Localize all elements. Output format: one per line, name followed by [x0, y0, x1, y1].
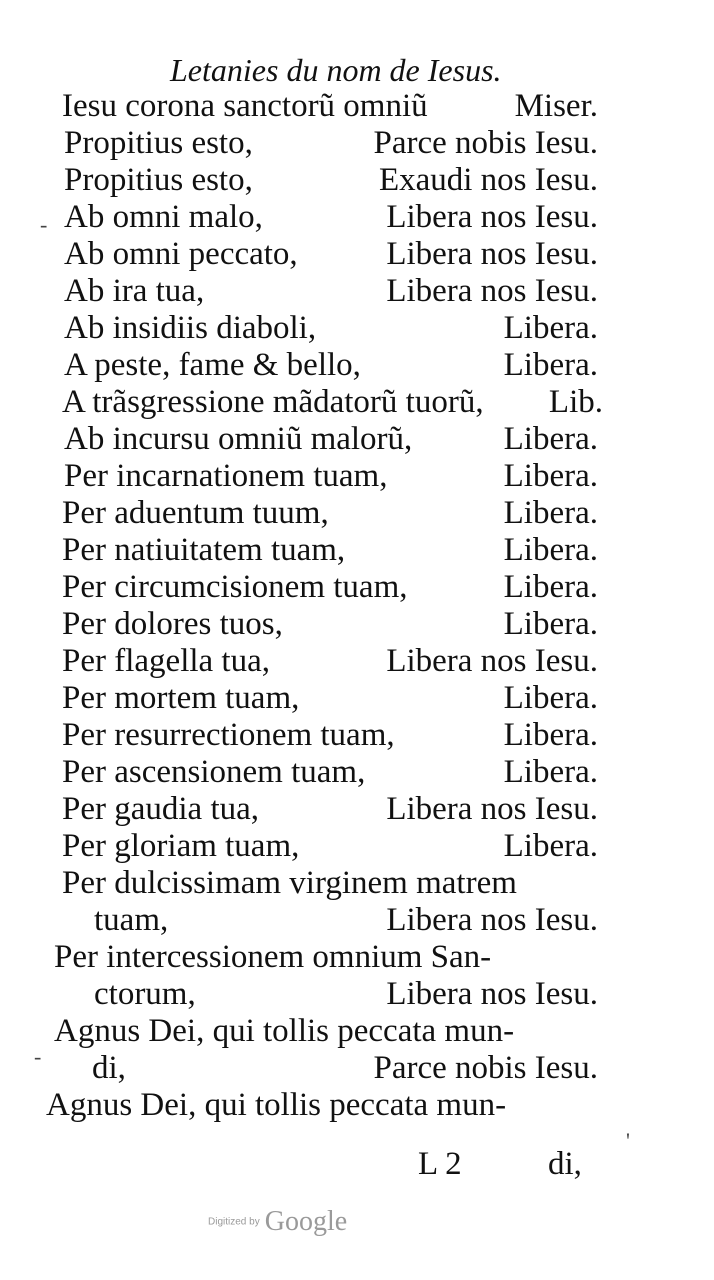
litany-line: [62, 791, 598, 828]
litany-line: [46, 1087, 598, 1124]
litany-line: [64, 458, 598, 495]
margin-mark: -: [34, 1044, 42, 1069]
invocation: Ab ira tua,: [64, 273, 205, 309]
response: Libera nos Iesu.: [386, 273, 598, 309]
response: Exaudi nos Iesu.: [378, 162, 598, 198]
litany-line: [62, 384, 603, 421]
response: Libera nos Iesu.: [386, 976, 598, 1012]
invocation: Iesu corona sanctorũ omniũ: [62, 88, 428, 124]
response: Miser.: [514, 88, 598, 124]
margin-mark: -: [40, 212, 48, 237]
signature-mark: L 2: [418, 1146, 462, 1182]
litany-line: [64, 347, 598, 384]
litany-line: [62, 643, 598, 680]
litany-line: [64, 273, 598, 310]
invocation: Per aduentum tuum,: [62, 495, 329, 531]
litany-line: [54, 1013, 598, 1050]
invocation: Per incarnationem tuam,: [64, 458, 388, 494]
invocation: Per natiuitatem tuam,: [62, 532, 346, 568]
response: Libera.: [503, 495, 598, 531]
response: Libera.: [503, 754, 598, 790]
response: Libera.: [503, 680, 598, 716]
invocation: di,: [92, 1050, 126, 1086]
invocation: Per dulcissimam virginem matrem: [62, 865, 517, 901]
response: Libera nos Iesu.: [386, 791, 598, 827]
response: Libera.: [503, 532, 598, 568]
response: Libera nos Iesu.: [386, 643, 598, 679]
digitizer-watermark: [208, 1206, 347, 1246]
litany-line: [64, 236, 598, 273]
litany-line: [62, 754, 598, 791]
invocation: Agnus Dei, qui tollis peccata mun-: [54, 1013, 515, 1049]
litany-line: [54, 939, 598, 976]
litany-line: [62, 88, 598, 125]
response: Libera.: [503, 310, 598, 346]
invocation: Per intercessionem omnium San-: [54, 939, 492, 975]
invocation: Per flagella tua,: [62, 643, 270, 679]
invocation: Per circumcisionem tuam,: [62, 569, 408, 605]
invocation: Per ascensionem tuam,: [62, 754, 366, 790]
invocation: Per gaudia tua,: [62, 791, 260, 827]
litany-line: [64, 199, 598, 236]
litany-line: [94, 976, 598, 1013]
response: Libera.: [503, 458, 598, 494]
litany-line: [62, 569, 598, 606]
response: Parce nobis Iesu.: [373, 1050, 598, 1086]
digitizer-prefix: Digitized by: [208, 1216, 260, 1228]
invocation: Propitius esto,: [64, 162, 253, 198]
litany-line: [62, 828, 598, 865]
invocation: Propitius esto,: [64, 125, 253, 161]
invocation: Per resurrectionem tuam,: [62, 717, 395, 753]
invocation: Ab omni peccato,: [64, 236, 298, 272]
invocation: Agnus Dei, qui tollis peccata mun-: [46, 1087, 507, 1123]
response: Libera.: [503, 606, 598, 642]
litany-line: [94, 902, 598, 939]
litany-line: [64, 125, 598, 162]
invocation: Ab incursu omniũ malorũ,: [64, 421, 413, 457]
invocation: tuam,: [94, 902, 169, 938]
litany-line: [64, 310, 598, 347]
invocation: A peste, fame & bello,: [64, 347, 361, 383]
invocation: Ab omni malo,: [64, 199, 263, 235]
litany-line: [62, 865, 598, 902]
litany-line: [62, 717, 598, 754]
litany-line: [62, 495, 598, 532]
response: Libera nos Iesu.: [386, 236, 598, 272]
digitizer-name: Google: [264, 1206, 348, 1237]
response: Libera.: [503, 421, 598, 457]
litany-line: [64, 162, 598, 199]
invocation: Per gloriam tuam,: [62, 828, 300, 864]
invocation: A trãsgressione mãdatorũ tuorũ,: [62, 384, 484, 420]
litany-line: [62, 680, 598, 717]
running-head: Letanies du nom de Iesus.: [170, 52, 502, 88]
catchword: di,: [548, 1146, 582, 1182]
litany-line: [62, 606, 598, 643]
litany-line: [92, 1050, 598, 1087]
response: Libera.: [503, 347, 598, 383]
margin-mark: ': [626, 1128, 630, 1153]
response: Libera.: [503, 717, 598, 753]
invocation: ctorum,: [94, 976, 196, 1012]
response: Libera nos Iesu.: [386, 199, 598, 235]
response: Libera nos Iesu.: [386, 902, 598, 938]
response: Lib.: [548, 384, 603, 420]
invocation: Ab insidiis diaboli,: [64, 310, 317, 346]
litany-line: [64, 421, 598, 458]
litany-line: [62, 532, 598, 569]
response: Libera.: [503, 569, 598, 605]
invocation: Per mortem tuam,: [62, 680, 300, 716]
response: Libera.: [503, 828, 598, 864]
invocation: Per dolores tuos,: [62, 606, 283, 642]
response: Parce nobis Iesu.: [373, 125, 598, 161]
